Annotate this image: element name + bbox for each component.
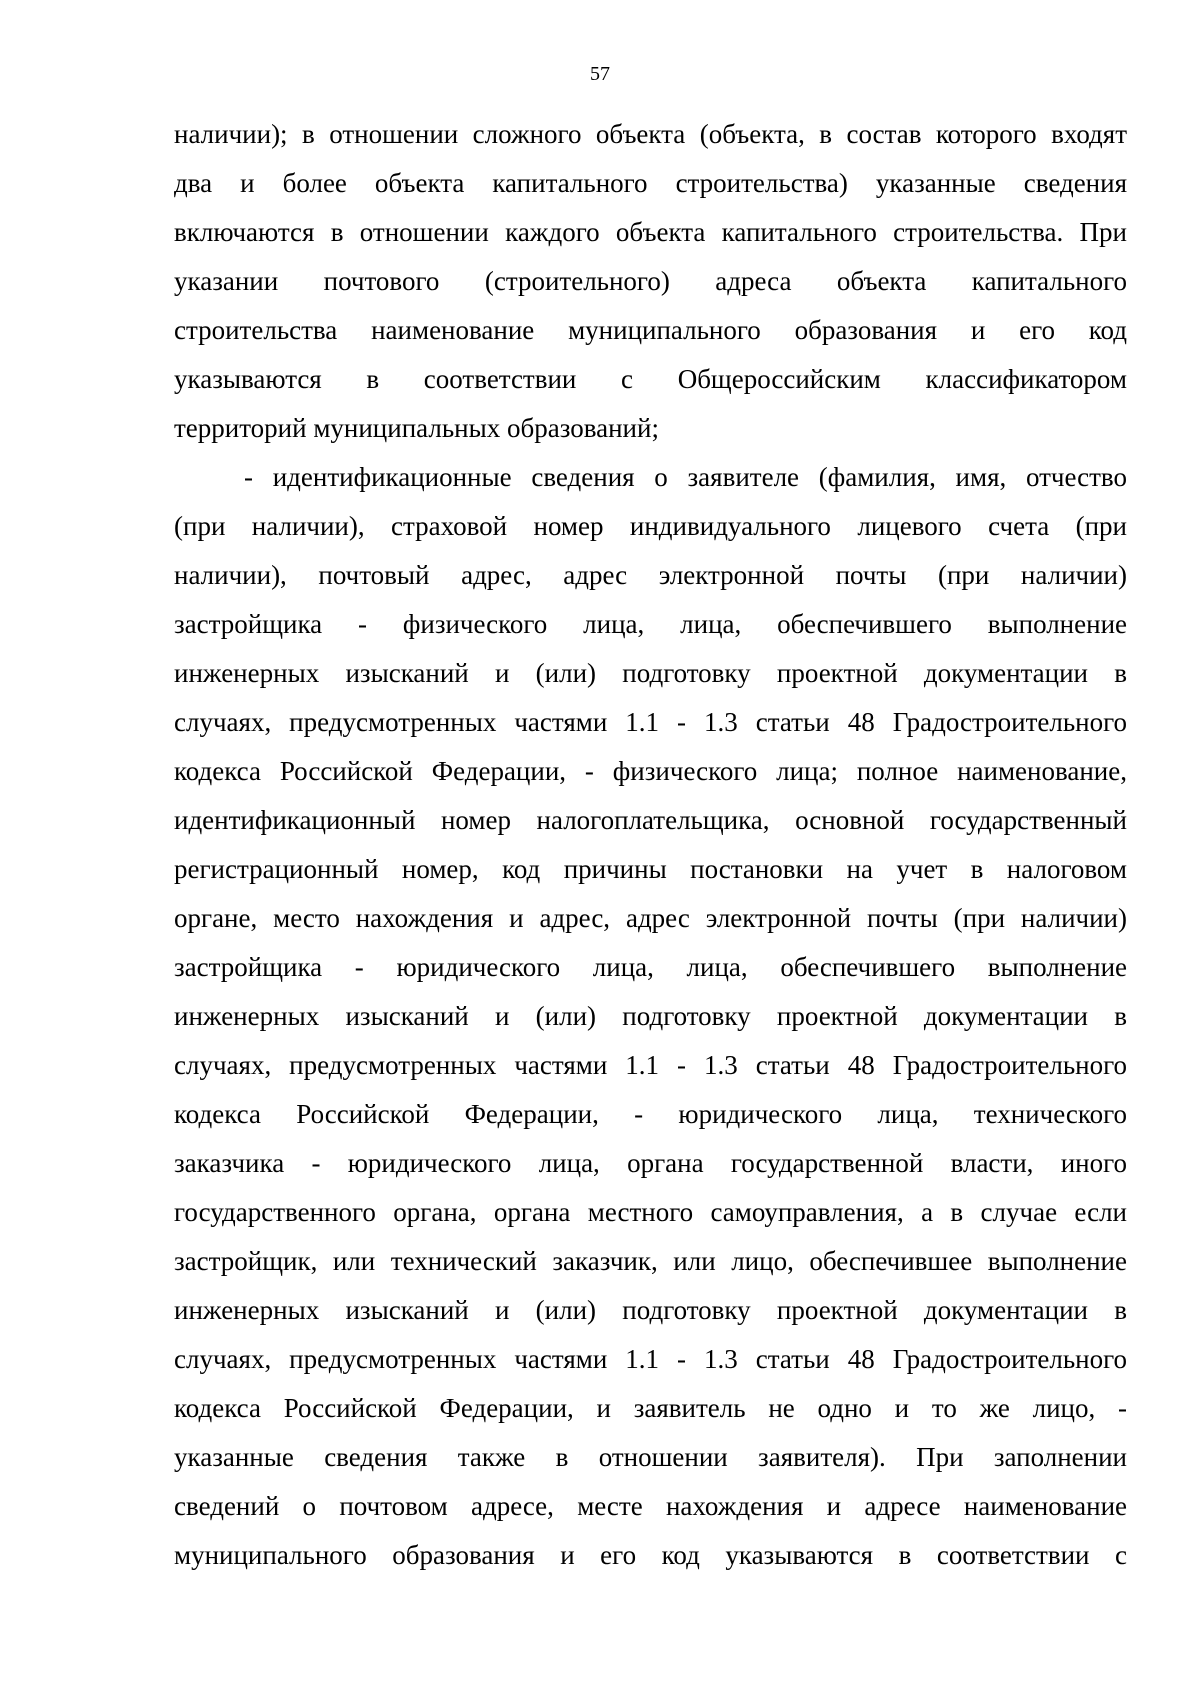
paragraph-applicant-info xyxy=(174,453,1127,1580)
text-line: застройщика - юридического лица, лица, обеспечившего выполнение xyxy=(174,952,1127,982)
text-line: случаях, предусмотренных частями 1.1 - 1.3 статьи 48 Градостроительного xyxy=(174,1050,1127,1080)
text-line: застройщик, или технический заказчик, или лицо, обеспечившее выполнение xyxy=(174,1246,1127,1276)
text-line: территорий муниципальных образований; xyxy=(174,413,659,443)
text-line: наличии), почтовый адрес, адрес электронной почты (при наличии) xyxy=(174,560,1127,590)
text-line: случаях, предусмотренных частями 1.1 - 1.3 статьи 48 Градостроительного xyxy=(174,707,1127,737)
paragraph-object-address xyxy=(174,110,1127,453)
text-line: органе, место нахождения и адрес, адрес электронной почты (при наличии) xyxy=(174,903,1127,933)
text-line: кодекса Российской Федерации, - физического лица; полное наименование, xyxy=(174,756,1127,786)
text-line: указании почтового (строительного) адреса объекта капитального xyxy=(174,266,1127,296)
text-line: указанные сведения также в отношении заявителя). При заполнении xyxy=(174,1442,1127,1472)
text-line: случаях, предусмотренных частями 1.1 - 1.3 статьи 48 Градостроительного xyxy=(174,1344,1127,1374)
text-line: инженерных изысканий и (или) подготовку проектной документации в xyxy=(174,658,1127,688)
text-line: муниципального образования и его код указываются в соответствии с xyxy=(174,1540,1127,1570)
text-line: государственного органа, органа местного самоуправления, а в случае если xyxy=(174,1197,1127,1227)
text-line: заказчика - юридического лица, органа государственной власти, иного xyxy=(174,1148,1127,1178)
text-line: застройщика - физического лица, лица, обеспечившего выполнение xyxy=(174,609,1127,639)
text-line: инженерных изысканий и (или) подготовку проектной документации в xyxy=(174,1001,1127,1031)
text-line: два и более объекта капитального строительства) указанные сведения xyxy=(174,168,1127,198)
page-number: 57 xyxy=(590,63,610,85)
text-line: - идентификационные сведения о заявителе (фамилия, имя, отчество xyxy=(244,462,1127,492)
text-line: идентификационный номер налогоплательщика, основной государственный xyxy=(174,805,1127,835)
text-line: сведений о почтовом адресе, месте нахождения и адресе наименование xyxy=(174,1491,1127,1521)
text-line: инженерных изысканий и (или) подготовку проектной документации в xyxy=(174,1295,1127,1325)
text-line: указываются в соответствии с Общероссийским классификатором xyxy=(174,364,1127,394)
text-line: строительства наименование муниципального образования и его код xyxy=(174,315,1127,345)
text-line: кодекса Российской Федерации, - юридического лица, технического xyxy=(174,1099,1127,1129)
document-body xyxy=(174,110,1127,1580)
text-line: наличии); в отношении сложного объекта (объекта, в состав которого входят xyxy=(174,119,1127,149)
text-line: включаются в отношении каждого объекта капитального строительства. При xyxy=(174,217,1127,247)
text-line: кодекса Российской Федерации, и заявитель не одно и то же лицо, - xyxy=(174,1393,1127,1423)
text-line: регистрационный номер, код причины постановки на учет в налоговом xyxy=(174,854,1127,884)
text-line: (при наличии), страховой номер индивидуального лицевого счета (при xyxy=(174,511,1127,541)
